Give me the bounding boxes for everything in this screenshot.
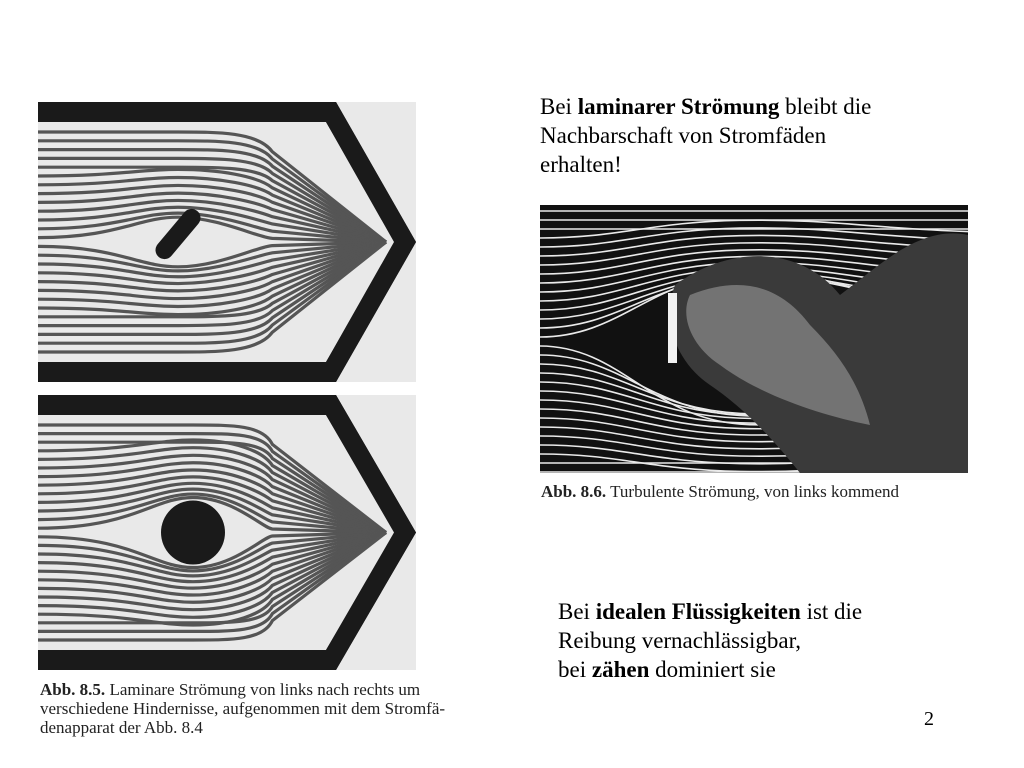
ideal-text-bold: idealen Flüssigkeiten: [595, 599, 801, 624]
laminar-flow-statement: [540, 92, 980, 179]
figure-8-6-caption-text: Turbulente Strömung, von links kommend: [610, 482, 899, 501]
turbulent-flow-figure: [540, 205, 968, 473]
laminar-flow-circle-figure: [38, 395, 416, 670]
laminar-flow-slot-image: [38, 102, 416, 382]
figure-8-5-caption-line1: Laminare Strömung von links nach rechts um: [109, 680, 421, 699]
laminar-flow-circle-image: [38, 395, 416, 670]
laminar-text-line3: erhalten!: [540, 152, 622, 177]
ideal-fluid-statement: [558, 597, 978, 684]
figure-8-5-label: Abb. 8.5.: [40, 680, 106, 699]
figure-8-5-caption: [40, 680, 524, 737]
figure-8-5-caption-line3: denapparat der Abb. 8.4: [40, 718, 203, 737]
ideal-text-line2: Reibung vernachlässigbar,: [558, 628, 802, 653]
laminar-text-bold: laminarer Strömung: [577, 94, 780, 119]
laminar-text-pre: Bei: [540, 94, 578, 119]
laminar-flow-slot-figure: [38, 102, 416, 382]
ideal-text-pre: Bei: [558, 599, 596, 624]
figure-8-5-caption-line2: verschiedene Hindernisse, aufgenommen mit dem Stromfä-: [40, 699, 446, 718]
viscous-text-pre: bei: [558, 657, 592, 682]
laminar-text-line2: Nachbarschaft von Stromfäden: [540, 123, 827, 148]
turbulent-flow-image: [540, 205, 968, 473]
laminar-text-post: bleibt die: [779, 94, 872, 119]
viscous-text-post: dominiert sie: [649, 657, 776, 682]
figure-8-6-caption: [541, 482, 971, 501]
figure-8-6-label: Abb. 8.6.: [541, 482, 607, 501]
ideal-text-post: ist die: [800, 599, 863, 624]
viscous-text-bold: zähen: [591, 657, 650, 682]
page-number: 2: [924, 708, 934, 730]
circle-obstacle: [161, 501, 225, 565]
plate-obstacle: [668, 293, 677, 363]
